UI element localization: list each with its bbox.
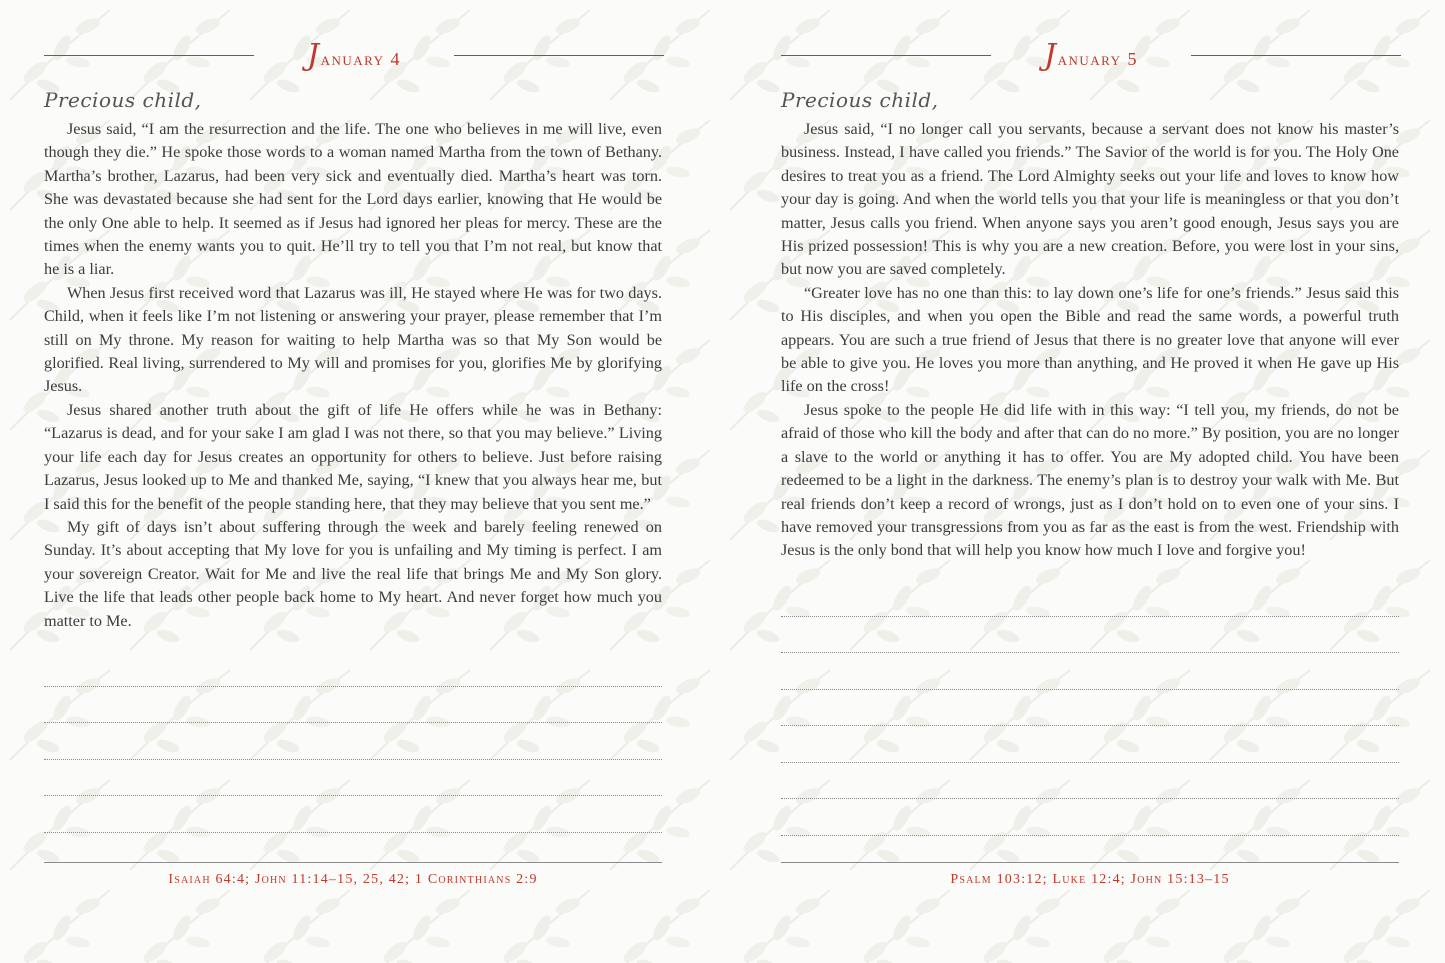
journal-line xyxy=(781,799,1399,836)
page-header xyxy=(44,40,664,74)
page-header xyxy=(781,40,1401,74)
journal-line xyxy=(44,650,662,687)
paragraph: “Greater love has no one than this: to lay down one’s life for one’s friends.” Jesus said this to His disciples, and when you open the Bible and read the same words, a powerful truth appears. You are such a true friend of Jesus that there is no greater love that anyone will ever be able to give you. He loves you more than anything, and He proved it when He gave up His life on the cross! xyxy=(781,283,1399,396)
date-title-initial: J xyxy=(1044,38,1058,73)
paragraph: Jesus shared another truth about the gift of life He offers while he was in Bethany: “Lazarus is dead, and for your sake I am glad I was not there, so that you may believe.” Living your life each day for Jesus creates an opportunity for others to believe. Just before raising Lazarus, Jesus looked up to Me and thanked Me, saying, “I knew that you always hear me, but I said this for the benefit of the people standing here, that they may believe that you sent me.” xyxy=(44,400,662,513)
header-rule-left xyxy=(781,55,991,56)
paragraph: Jesus spoke to the people He did life with in this way: “I tell you, my friends, do not be afraid of those who kill the body and after that can do no more.” By position, you are no longer a slave to the world or anything it has to offer. You are My adopted child. You have been redeemed to be a light in the darkness. The enemy’s plan is to destroy your walk with Me. But real friends don’t keep a record of wrongs, just as I don’t hold on to even one of your sins. I have removed your transgressions from you as far as the east is from the west. Friendship with Jesus is the only bond that will help you know how much I love and forgive you! xyxy=(781,400,1399,560)
journal-lines xyxy=(781,580,1399,836)
scripture-references: Psalm 103:12; Luke 12:4; John 15:13–15 xyxy=(950,872,1230,887)
left-page xyxy=(44,0,664,963)
journal-line xyxy=(781,690,1399,727)
header-rule-right xyxy=(1191,55,1401,56)
paragraph: Jesus said, “I am the resurrection and the life. The one who believes in me will live, even though they die.” He spoke those words to a woman named Martha from the town of Bethany. Martha’s brother, Lazarus, had been very sick and eventually died. Martha’s heart was torn. She was devastated because she had sent for the Lord days earlier, knowing that He would be the only One able to help. It seemed as if Jesus had ignored her pleas for mercy. These are the times when the enemy wants you to quit. He’ll try to tell you that I’m not real, but know that he is a liar. xyxy=(44,120,662,279)
journal-line xyxy=(44,760,662,797)
journal-line xyxy=(44,723,662,760)
header-rule-left xyxy=(44,55,254,56)
journal-line xyxy=(44,796,662,833)
date-title-rest: anuary 4 xyxy=(320,49,401,69)
journal-line xyxy=(781,726,1399,763)
date-title-rest: anuary 5 xyxy=(1057,49,1138,69)
journal-line xyxy=(781,763,1399,800)
devotional-body xyxy=(44,118,662,633)
right-page xyxy=(781,0,1401,963)
scripture-references: Isaiah 64:4; John 11:14–15, 25, 42; 1 Corinthians 2:9 xyxy=(168,872,538,887)
salutation: Precious child, xyxy=(44,88,202,112)
journal-line xyxy=(781,653,1399,690)
devotional-body xyxy=(781,118,1399,563)
paragraph: Jesus said, “I no longer call you servants, because a servant does not know his master’s business. Instead, I have called you friends.” The Savior of the world is for you. The Holy One desires to treat you as a friend. The Lord Almighty seeks out your life and loves to know how your day is going. And when the world tells you that your life is meaningless or that you don’t matter, Jesus calls you friend. When anyone says you aren’t good enough, Jesus says you are His prized possession! This is why you are a new creation. Before, you were lost in your sins, but now you are saved completely. xyxy=(781,120,1399,279)
footer-rule xyxy=(781,862,1399,863)
date-title-initial: J xyxy=(307,38,321,73)
salutation: Precious child, xyxy=(781,88,939,112)
paragraph: My gift of days isn’t about suffering through the week and barely feeling renewed on Sunday. It’s about accepting that My love for you is unfailing and My timing is perfect. I am your sovereign Creator. Wait for Me and live the real life that brings Me and My Son glory. Live the life that leads other people back home to My heart. And never forget how much you matter to Me. xyxy=(44,517,662,630)
date-title xyxy=(254,40,454,75)
date-title xyxy=(991,40,1191,75)
journal-line xyxy=(781,617,1399,654)
header-rule-right xyxy=(454,55,664,56)
journal-line xyxy=(44,687,662,724)
journal-lines xyxy=(44,650,662,833)
paragraph: When Jesus first received word that Lazarus was ill, He stayed where He was for two days. Child, when it feels like I’m not listening or answering your prayer, please remember that I’m still on My throne. My reason for waiting to help Martha was so that My Son would be glorified. Real living, surrendered to My will and promises for you, glorifies Me by glorifying Jesus. xyxy=(44,283,662,396)
journal-line xyxy=(781,580,1399,617)
footer-rule xyxy=(44,862,662,863)
